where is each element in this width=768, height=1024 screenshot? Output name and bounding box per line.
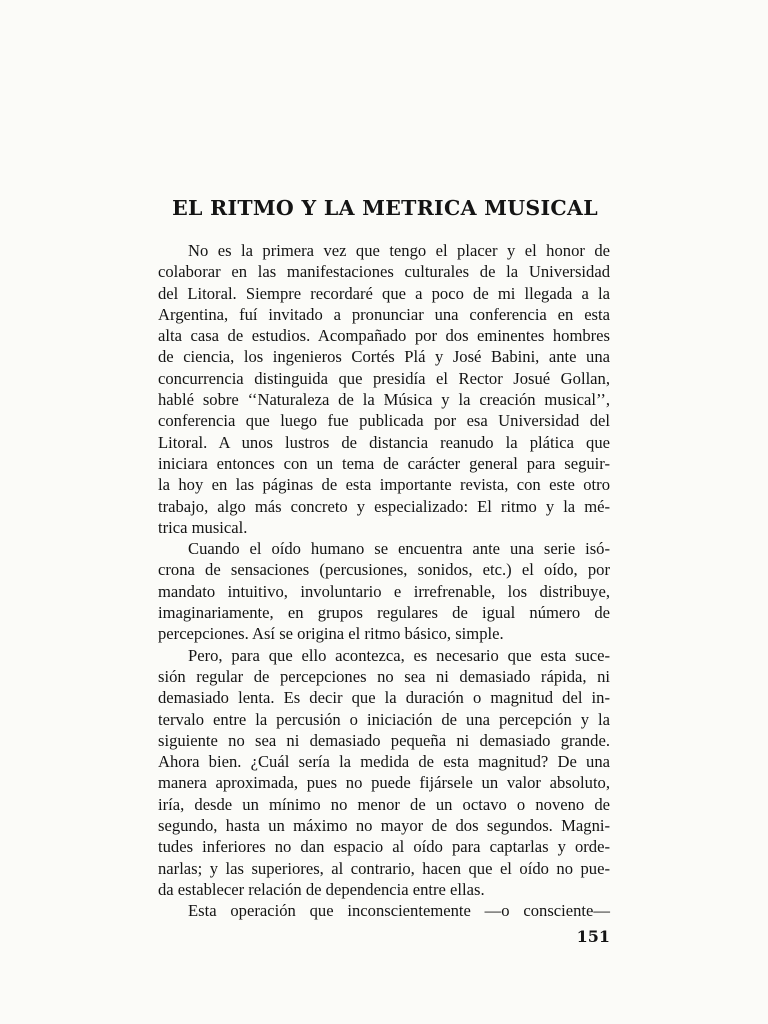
text-line: Esta operación que inconscientemente —o consciente— xyxy=(188,901,610,921)
text-line: Pero, para que ello acontezca, es necesario que esta suce- xyxy=(188,645,610,665)
text-line: tervalo entre la percusión o iniciación de una percepción y la xyxy=(158,709,610,729)
text-line: del Litoral. Siempre recordaré que a poco de mi llegada a la xyxy=(158,283,610,303)
text-line: segundo, hasta un máximo no mayor de dos segundos. Magni- xyxy=(158,816,610,836)
text-line: trabajo, algo más concreto y especializado: El ritmo y la mé- xyxy=(158,496,610,516)
text-line: iría, desde un mínimo no menor de un octavo o noveno de xyxy=(158,794,610,814)
text-line: hablé sobre ‘‘Naturaleza de la Música y la creación musical’’, xyxy=(158,390,610,410)
text-line: siguiente no sea ni demasiado pequeña ni demasiado grande. xyxy=(158,730,610,750)
text-line: No es la primera vez que tengo el placer y el honor de xyxy=(188,241,610,260)
text-line: mandato intuitivo, involuntario e irrefrenable, los distribuye, xyxy=(158,581,610,601)
body-text xyxy=(158,240,610,922)
text-line: narlas; y las superiores, al contrario, hacen que el oído no pue- xyxy=(158,858,610,878)
text-line: percepciones. Así se origina el ritmo básico, simple. xyxy=(158,624,504,644)
text-line: alta casa de estudios. Acompañado por dos eminentes hombres xyxy=(158,326,610,346)
text-line: Argentina, fuí invitado a pronunciar una conferencia en esta xyxy=(158,304,610,324)
text-line: imaginariamente, en grupos regulares de igual número de xyxy=(158,603,610,623)
text-line: trica musical. xyxy=(158,517,248,537)
text-line: concurrencia distinguida que presidía el Rector Josué Gollan, xyxy=(158,368,610,388)
text-line: tudes inferiores no dan espacio al oído para captarlas y orde- xyxy=(158,837,610,857)
text-line: colaborar en las manifestaciones culturales de la Universidad xyxy=(158,262,610,282)
text-line: manera aproximada, pues no puede fijársele un valor absoluto, xyxy=(158,773,610,793)
text-line: sión regular de percepciones no sea ni demasiado rápida, ni xyxy=(158,666,610,686)
text-line: Litoral. A unos lustros de distancia reanudo la plática que xyxy=(158,432,610,452)
text-line: Ahora bien. ¿Cuál sería la medida de esta magnitud? De una xyxy=(158,752,610,772)
text-line: conferencia que luego fue publicada por esa Universidad del xyxy=(158,411,610,431)
text-line: crona de sensaciones (percusiones, sonidos, etc.) el oído, por xyxy=(158,560,610,580)
text-line: Cuando el oído humano se encuentra ante una serie isó- xyxy=(188,539,610,559)
text-line: de ciencia, los ingenieros Cortés Plá y José Babini, ante una xyxy=(158,347,610,367)
text-line: demasiado lenta. Es decir que la duración o magnitud del in- xyxy=(158,688,610,708)
chapter-title: EL RITMO Y LA METRICA MUSICAL xyxy=(172,196,598,220)
text-line: da establecer relación de dependencia entre ellas. xyxy=(158,879,485,899)
text-line: iniciara entonces con un tema de carácter general para seguir- xyxy=(158,453,610,473)
page-number: 151 xyxy=(576,927,610,946)
text-line: la hoy en las páginas de esta importante revista, con este otro xyxy=(158,475,610,495)
